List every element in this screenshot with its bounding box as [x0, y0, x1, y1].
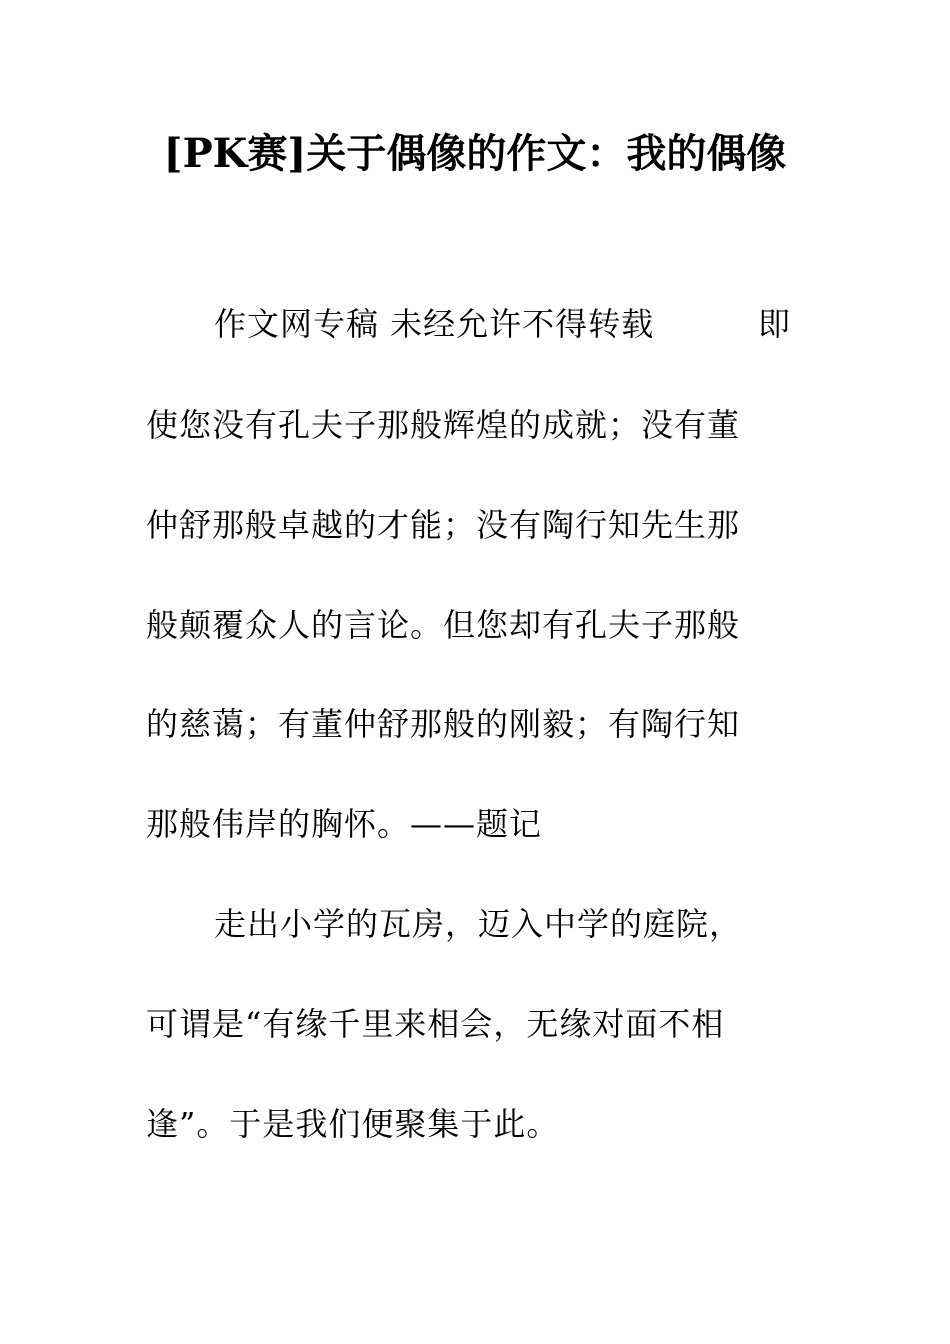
- document-title: [PK赛]关于偶像的作文：我的偶像: [163, 130, 787, 177]
- paragraph-1-line-5: 的慈蔼；有董仲舒那般的刚毅；有陶行知: [146, 705, 741, 743]
- paragraph-2-line-2: 可谓是“有缘千里来相会，无缘对面不相: [146, 1005, 725, 1043]
- paragraph-1-line-6: 那般伟岸的胸怀。——题记: [146, 805, 543, 843]
- paragraph-2-line-3: 逢”。于是我们便聚集于此。: [146, 1105, 560, 1143]
- paragraph-1-line-2: 使您没有孔夫子那般辉煌的成就；没有董: [146, 406, 741, 444]
- paragraph-1-line-3: 仲舒那般卓越的才能；没有陶行知先生那: [146, 506, 741, 544]
- paragraph-2-line-1: 走出小学的瓦房，迈入中学的庭院，: [214, 905, 743, 943]
- paragraph-1-line-1: 作文网专稿 未经允许不得转载: [214, 305, 655, 343]
- paragraph-1-line-4: 般颠覆众人的言论。但您却有孔夫子那般: [146, 606, 741, 644]
- paragraph-1-line-1-end: 即: [758, 305, 791, 343]
